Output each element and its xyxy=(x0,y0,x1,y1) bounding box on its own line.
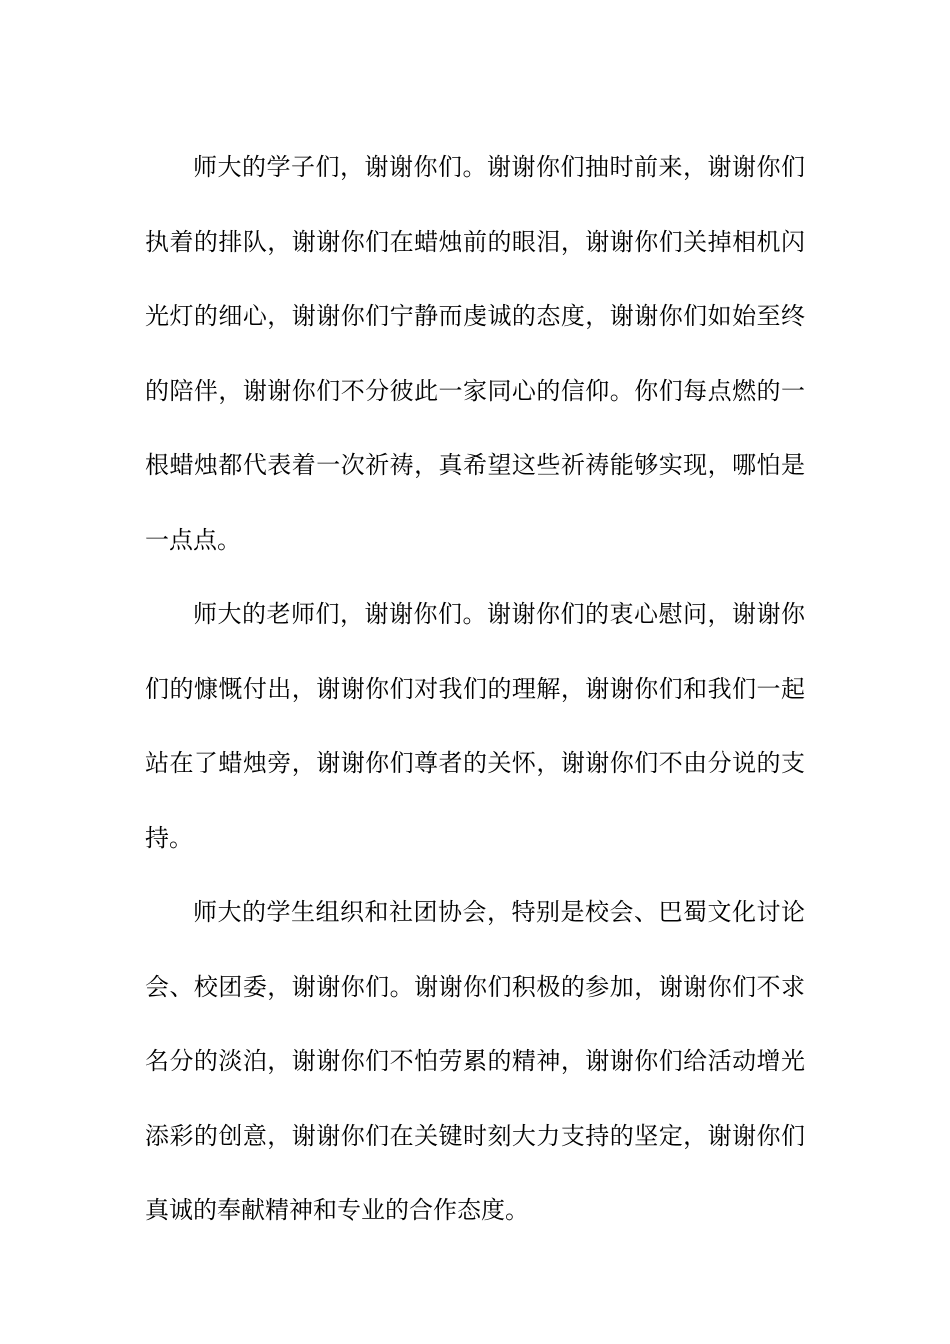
paragraph-organizations: 师大的学生组织和社团协会，特别是校会、巴蜀文化讨论会、校团委，谢谢你们。谢谢你们积极的参加，谢谢你们不求名分的淡泊，谢谢你们不怕劳累的精神，谢谢你们给活动增光添彩的创意，谢谢你们在关键时刻大力支持的坚定，谢谢你们真诚的奉献精神和专业的合作态度。 xyxy=(145,898,805,1224)
document-body xyxy=(145,130,805,1248)
paragraph-students: 师大的学子们，谢谢你们。谢谢你们抽时前来，谢谢你们执着的排队，谢谢你们在蜡烛前的眼泪，谢谢你们关掉相机闪光灯的细心，谢谢你们宁静而虔诚的态度，谢谢你们如始至终的陪伴，谢谢你们不分彼此一家同心的信仰。你们每点燃的一根蜡烛都代表着一次祈祷，真希望这些祈祷能够实现，哪怕是一点点。 xyxy=(145,153,805,554)
paragraph-teachers: 师大的老师们，谢谢你们。谢谢你们的衷心慰问，谢谢你们的慷慨付出，谢谢你们对我们的理解，谢谢你们和我们一起站在了蜡烛旁，谢谢你们尊者的关怀，谢谢你们不由分说的支持。 xyxy=(145,600,805,852)
